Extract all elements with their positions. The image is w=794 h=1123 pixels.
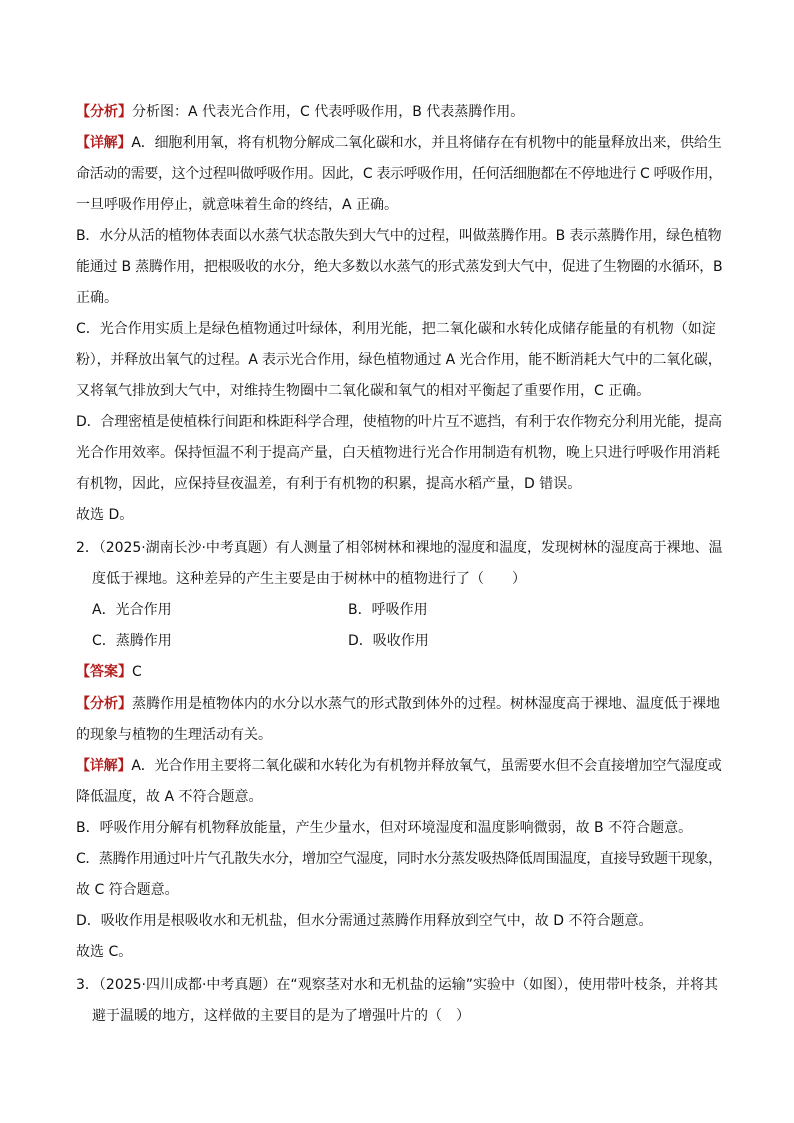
- q2-option-c: C．蒸腾作用: [92, 633, 172, 649]
- q2-option-d: D．吸收作用: [348, 633, 429, 649]
- q1-analysis-line: [76, 102, 524, 122]
- q3-stem-line: 避于温暖的地方，这样做的主要目的是为了增强叶片的（ ）: [92, 1008, 470, 1024]
- q2-analysis-line: [76, 694, 720, 714]
- detail-tag: 【详解】: [76, 135, 132, 151]
- q2-detail-line: D．吸收作用是根吸收水和无机盐，但水分需通过蒸腾作用释放到空气中，故 D 不符合题意。: [76, 913, 653, 929]
- q1-detail-line: 有机物，因此，应保持昼夜温差，有利于有机物的积累，提高水稻产量，D 错误。: [76, 476, 582, 492]
- q2-stem-line: 2．（2025·湖南长沙·中考真题）有人测量了相邻树林和裸地的湿度和温度，发现树林的湿度高于裸地、温: [76, 540, 723, 556]
- q1-detail-line: B．水分从活的植物体表面以水蒸气状态散失到大气中的过程，叫做蒸腾作用。B 表示蒸腾作用，绿色植物: [76, 228, 722, 244]
- q2-option-a: A．光合作用: [92, 602, 172, 618]
- q2-analysis-text: 蒸腾作用是植物体内的水分以水蒸气的形式散到体外的过程。树林湿度高于裸地、温度低于裸地: [132, 696, 720, 712]
- q1-detail-line: 又将氧气排放到大气中，对维持生物圈中二氧化碳和氧气的相对平衡起了重要作用，C 正确。: [76, 383, 651, 399]
- q2-answer: C: [132, 664, 142, 680]
- q3-stem-line: 3．（2025·四川成都·中考真题）在“观察茎对水和无机盐的运输”实验中（如图），使用带叶枝条，并将其: [76, 977, 718, 993]
- q2-option-b: B．呼吸作用: [348, 602, 428, 618]
- q2-detail-line: 故 C 符合题意。: [76, 882, 179, 898]
- q1-conclusion: 故选 D。: [76, 507, 134, 523]
- q2-analysis-line: 的现象与植物的生理活动有关。: [76, 727, 272, 743]
- q2-detail-line: [76, 756, 722, 776]
- q2-conclusion: 故选 C。: [76, 944, 133, 960]
- answer-tag: 【答案】: [76, 664, 132, 680]
- q2-detail-line: B．呼吸作用分解有机物释放能量，产生少量水，但对环境湿度和温度影响微弱，故 B 不符合题意。: [76, 820, 693, 836]
- q2-detail-line: C．蒸腾作用通过叶片气孔散失水分，增加空气湿度，同时水分蒸发吸热降低周围温度，直接导致题干现象，: [76, 851, 722, 867]
- q1-analysis-text: 分析图：A 代表光合作用，C 代表呼吸作用，B 代表蒸腾作用。: [132, 104, 525, 120]
- q1-detail-line: 命活动的需要，这个过程叫做呼吸作用。因此，C 表示呼吸作用，任何活细胞都在不停地进行 C 呼吸作用，: [76, 166, 722, 182]
- analysis-tag: 【分析】: [76, 696, 132, 712]
- q2-answer-line: [76, 662, 142, 682]
- q1-detail-line: [76, 133, 722, 153]
- q2-detail-text: A．光合作用主要将二氧化碳和水转化为有机物并释放氧气，虽需要水但不会直接增加空气湿度或: [131, 758, 722, 774]
- q1-detail-text: A．细胞利用氧，将有机物分解成二氧化碳和水，并且将储存在有机物中的能量释放出来，供给生: [131, 135, 722, 151]
- detail-tag: 【详解】: [76, 758, 132, 774]
- q1-detail-line: C．光合作用实质上是绿色植物通过叶绿体，利用光能，把二氧化碳和水转化成储存能量的有机物（如淀: [76, 321, 716, 337]
- q1-detail-line: 正确。: [76, 290, 118, 306]
- q2-stem-line: 度低于裸地。这种差异的产生主要是由于树林中的植物进行了（ ）: [92, 571, 526, 587]
- q1-detail-line: D．合理密植是使植株行间距和株距科学合理，使植物的叶片互不遮挡，有利于农作物充分利用光能，提高: [76, 414, 722, 430]
- analysis-tag: 【分析】: [76, 104, 132, 120]
- q1-detail-line: 能通过 B 蒸腾作用，把根吸收的水分，绝大多数以水蒸气的形式蒸发到大气中，促进了生物圈的水循环，B: [76, 259, 723, 275]
- q1-detail-line: 粉），并释放出氧气的过程。A 表示光合作用，绿色植物通过 A 光合作用，能不断消耗大气中的二氧化碳，: [76, 352, 722, 368]
- q2-detail-line: 降低温度，故 A 不符合题意。: [76, 789, 263, 805]
- q1-detail-line: 光合作用效率。保持恒温不利于提高产量，白天植物进行光合作用制造有机物，晚上只进行呼吸作用消耗: [76, 445, 720, 461]
- q1-detail-line: 一旦呼吸作用停止，就意味着生命的终结，A 正确。: [76, 197, 399, 213]
